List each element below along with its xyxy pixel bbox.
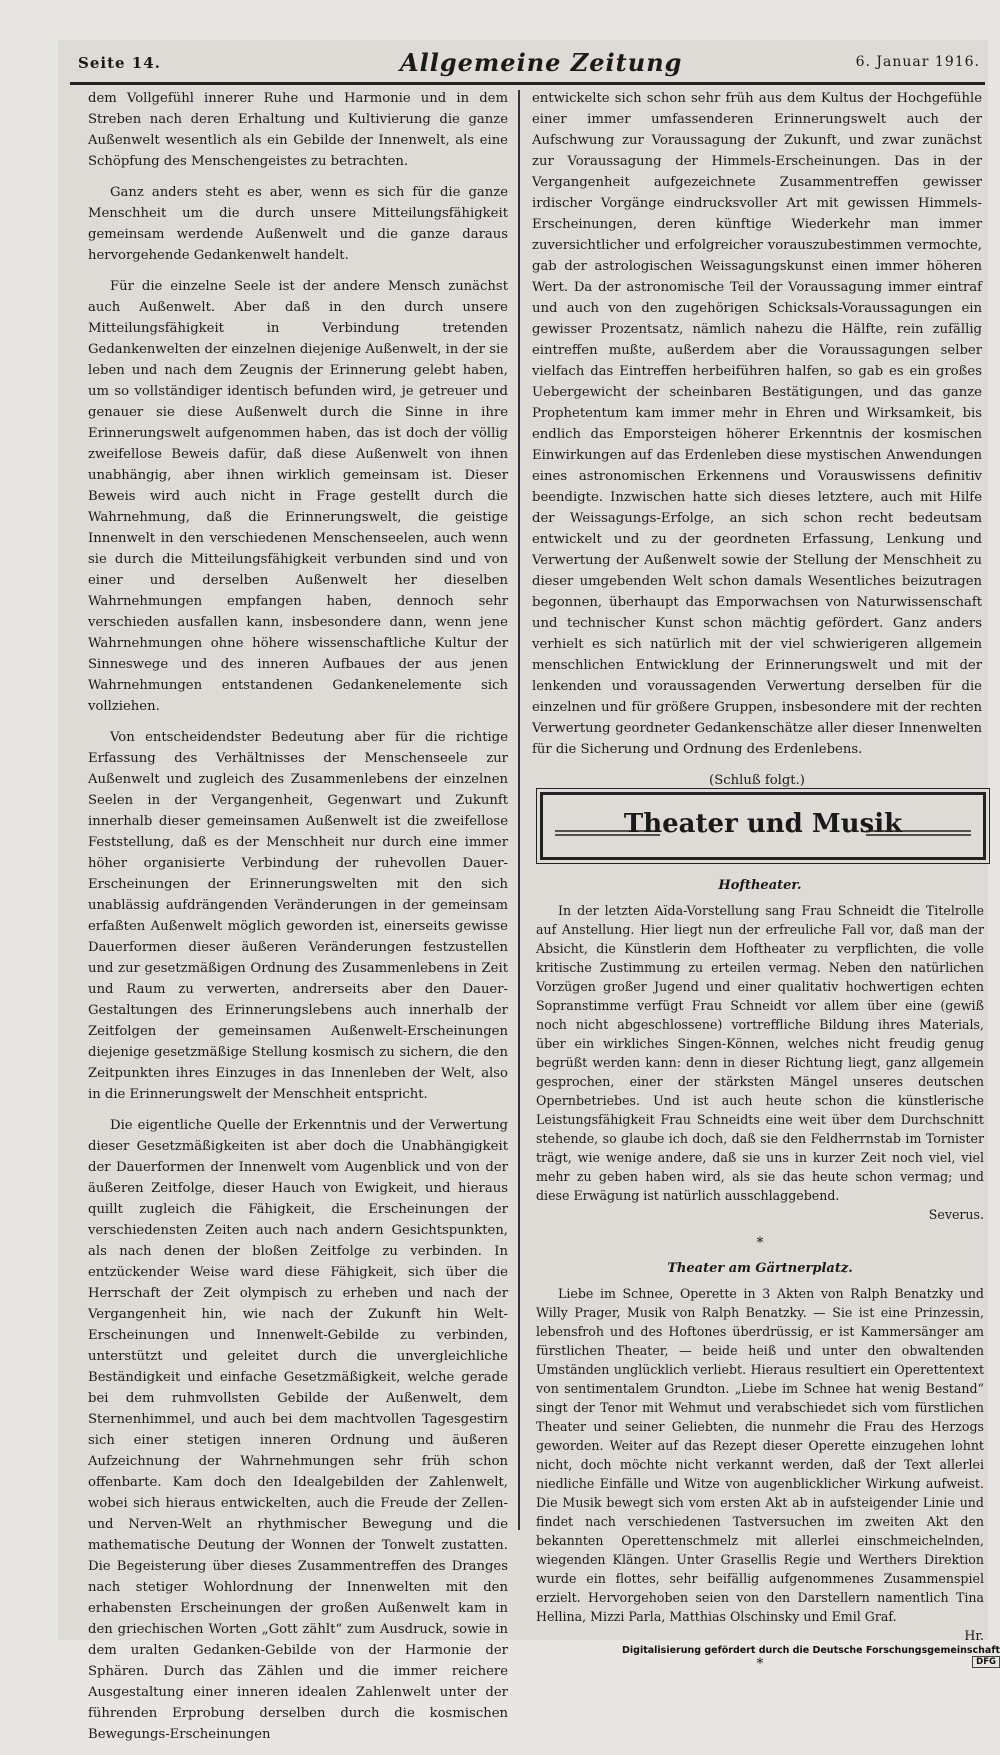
music-section [536, 874, 984, 1680]
gaertnerplatz-review: Liebe im Schnee, Operette in 3 Akten von Ralph Benatzky und Willy Prager, Musik von Ralph Benatzky. — Sie ist eine Prinzessin, lebensfroh und des Hoftones überdrüssig, er ist Kammersänger am fürstlichen Theater, — beide heiß und unter den obwaltenden Umständen unglücklich verliebt. Hieraus resultiert ein Operettentext von sentimentalem Grundton. „Liebe im Schnee hat wenig Bestand“ singt der Tenor mit Wehmut und verabschiedet sich vom fürstlichen Theater und seiner Geliebten, die nunmehr die Frau des Herzogs geworden. Weiter auf das Rezept dieser Operette einzugehen lohnt nicht, doch möchte nicht verkannt werden, daß der Text allerlei niedliche Einfälle und Witze von augenblicklicher Wirkung aufweist. Die Musik bewegt sich vom ersten Akt ab in aufsteigender Linie und findet nach verschiedenen Tastversuchen im zweiten Akt den bekannten Operettenschmelz mit allerlei einschmeichelnden, wiegenden Klängen. Unter Grasellis Regie und Werthers Direktion wurde ein flottes, sehr beifällig aufgenommenes Zusammenspiel erzielt. Hervorgehoben seien von den Darstellern namentlich Tina Hellina, Mizzi Parla, Matthias Olschinsky und Emil Graf. [536, 1286, 984, 1624]
paragraph: Die eigentliche Quelle der Erkenntnis und der Verwertung dieser Gesetzmäßigkeiten ist aber doch die Unabhängigkeit der Dauerformen der Innenwelt vom Augenblick und von der äußeren Zeitfolge, dieser Hauch von Ewigkeit, und hieraus quillt zugleich die Fähigkeit, die Erscheinungen der verschiedensten Zeiten auch nach andern Gesichtspunkten, als nach denen der bloßen Zeitfolge zu verbinden. In entzückender Weise ward diese Fähigkeit, sich über die Herrschaft der Zeit olympisch zu erheben und nach der Vergangenheit hin, wie nach der Zukunft hin Welt-Erscheinungen und Innenwelt-Gebilde zu verbinden, unterstützt und geleitet durch die unvergleichliche Beständigkeit und einfache Gesetzmäßigkeit, welche gerade bei dem ruhmvollsten Gebilde der Außenwelt, dem Sternenhimmel, und auch bei dem machtvollen Tagesgestirn sich einer stetigen inneren Ordnung und äußeren Aufzeichnung der Wahrnehmungen sehr früh schon offenbarte. Kam doch den Idealgebilden der Zahlenwelt, wobei sich hieraus entwickelten, auch die Freude der Zellen- und Nerven-Welt an rhythmischer Bewegung und die mathematische Deutung der Wonnen der Tonwelt zustatten. Die Begeisterung über dieses Zusammentreffen des Dranges nach stetiger Wohlordnung der Innenwelten mit den erhabensten Erscheinungen der großen Außenwelt kam in den griechischen Worten „Gott zählt“ zum Ausdruck, sowie in dem uralten Gedanken-Gebilde von der Harmonie der Sphären. Durch das Zählen und die immer reichere Ausgestaltung einer inneren idealen Zahlenwelt unter der führenden Erprobung derselben durch die kosmischen Bewegungs-Erscheinungen [88, 1118, 508, 1742]
page-number: Seite 14. [78, 54, 161, 72]
separator-star: * [756, 1656, 764, 1672]
digitization-footer [600, 1645, 1000, 1667]
continued-note: (Schluß folgt.) [709, 773, 805, 788]
paragraph: Für die einzelne Seele ist der andere Mensch zunächst auch Außenwelt. Aber daß in den durch unsere Mitteilungsfähigkeit in Verbindung tretenden Gedankenwelten der einzelnen diejenige Außenwelt, in der sie leben und nach dem Zeugnis der Erinnerung gelebt haben, um so vollständiger identisch befunden wird, je getreuer und genauer sie diese Außenwelt durch die Sinne in ihre Erinnerungswelt aufgenommen haben, das ist doch der völlig zweifellose Beweis dafür, daß diese Außenwelt von ihnen unabhängig, aber ihnen wirklich gemeinsam ist. Dieser Beweis wird auch nicht in Frage gestellt durch die Wahrnehmung, daß die Erinnerungswelt, die geistige Innenwelt in den verschiedenen Menschenseelen, auch wenn sie durch die Mitteilungsfähigkeit verbunden sind und von einer und derselben Außenwelt her dieselben Wahrnehmungen empfangen haben, dennoch sehr verschieden ausfallen kann, insbesondere dann, wenn jene Wahrnehmungen ohne höhere wissenschaftliche Kultur der Sinneswege und des inneren Aufbaues der aus jenen Wahrnehmungen entstandenen Gedankenelemente sich vollziehen. [88, 279, 508, 714]
paragraph: Von entscheidendster Bedeutung aber für die richtige Erfassung des Verhältnisses der Menschenseele zur Außenwelt und zugleich des Zusammenlebens der einzelnen Seelen in der Vergangenheit, Gegenwart und Zukunft innerhalb dieser gemeinsamen Außenwelt ist die zweifellose Feststellung, daß es der Menschheit nur durch eine immer höher organisierte Verbindung der ruhevollen Dauer-Erscheinungen der Erinnerungswelten mit den sich unablässig aufdrängenden Veränderungen in der gemeinsam erfaßten Außenwelt möglich geworden ist, einerseits gewisse Dauerformen dieser äußeren Veränderungen festzustellen und zur gesetzmäßigen Ordnung des Zusammenlebens in Zeit und Raum zu verwerten, andrerseits aber den Dauer-Gestaltungen des Erinnerungslebens auch innerhalb der Zeitfolgen der gemeinsamen Außenwelt-Erscheinungen diejenige gesetzmäßige Stellung kosmisch zu sichern, die den Zeitpunkten ihres Einzuges in das Innenleben der Welt, also in die Erinnerungswelt der Menschheit entspricht. [88, 730, 508, 1102]
review-signature: Severus. [928, 1207, 984, 1222]
section-header-box [540, 792, 986, 860]
footer-text: Digitalisierung gefördert durch die Deutsche Forschungsgemeinschaft [622, 1645, 1000, 1656]
paragraph: entwickelte sich schon sehr früh aus dem Kultus der Hochgefühle einer immer umfassenderen Erinnerungswelt auch der Aufschwung zur Voraussagung der Zukunft, und zwar zunächst zur Voraussagung der Himmels-Erscheinungen. Das in der Vergangenheit aufgezeichnete Zusammentreffen gewisser irdischer Vorgänge eindrucksvoller Art mit gewissen Himmels-Erscheinungen, deren künftige Wiederkehr man immer zuversichtlicher und erfolgreicher vorauszubestimmen vermochte, gab der astrologischen Weissagungskunst einen immer höheren Wert. Da der astronomische Teil der Voraussagung immer eintraf und auch von den zugehörigen Schicksals-Voraussagungen ein gewisser Prozentsatz, nämlich nahezu die Hälfte, rein zufällig eintreffen mußte, außerdem aber die Voraussagungen selber vielfach das Eintreffen herbeiführen halfen, so gab es ein großes Uebergewicht der scheinbaren Bestätigungen, und das ganze Prophetentum kam immer mehr in Ehren und Wirksamkeit, bis endlich das Emporsteigen höherer Erkenntnis der kosmischen Einwirkungen auf das Erdenleben diese mystischen Anwendungen eines astronomischen Erkennens und Vorauswissens definitiv beendigte. Inzwischen hatte sich dieses letztere, auch mit Hilfe der Weissagungs-Erfolge, an sich schon recht bedeutsam entwickelt und zu der geordneten Erfassung, Lenkung und Verwertung der Außenwelt sowie der Stellung der Menschheit zu dieser umgebenden Welt schon damals Wesentliches beizutragen begonnen, überhaupt das Emporwachsen von Naturwissenschaft und technischer Kunst schon mächtig gefördert. Ganz anders verhielt es sich natürlich mit der viel schwierigeren allgemein menschlichen Entwicklung der Erinnerungswelt und mit der lenkenden und voraussagenden Verwertung derselben für die einzelnen und für größere Gruppen, insbesondere mit der rechten Verwertung geordneter Gedankenschätze aller dieser Innenwelten für die Sicherung und Ordnung des Erdenlebens. [532, 91, 982, 757]
page-header [70, 48, 990, 76]
hoftheater-review: In der letzten Aïda-Vorstellung sang Frau Schneidt die Titelrolle auf Anstellung. Hier liegt nun der erfreuliche Fall vor, daß man der Absicht, die Künstlerin dem Hoftheater zu verpflichten, die volle kritische Zustimmung zu erteilen vermag. Neben den natürlichen Vorzügen großer Jugend und einer qualitativ hochwertigen echten Sopranstimme verfügt Frau Schneidt vor allem über eine (gewiß noch nicht abgeschlossene) vortreffliche Bildung ihres Materials, über ein wirkliches Singen-Können, welches nicht freudig genug begrüßt werden kann: denn in dieser Richtung liegt, ganz allgemein gesprochen, einer der stärksten Mängel unseres deutschen Opernbetriebes. Und ist auch heute schon die künstlerische Leistungsfähigkeit Frau Schneidts eine weit über dem Durchschnitt stehende, so glaube ich doch, daß sie den Feldherrnstab im Tornister trägt, wie wenige andere, daß sie uns in kurzer Zeit noch viel, viel mehr zu geben haben wird, als sie das heute schon vermag; und diese Erwägung ist natürlich ausschlaggebend. [536, 903, 984, 1203]
right-column [532, 88, 982, 803]
separator-star: * [756, 1235, 764, 1251]
hoftheater-heading: Hoftheater. [718, 878, 802, 893]
paragraph: dem Vollgefühl innerer Ruhe und Harmonie und in dem Streben nach deren Erhaltung und Kultivierung die ganze Außenwelt wesentlich als ein Gebilde der Innenwelt, als eine Schöpfung des Menschengeistes zu betrachten. [88, 91, 508, 169]
review-signature: Hr. [964, 1628, 984, 1643]
newspaper-title: Allgemeine Zeitung [400, 48, 683, 77]
paragraph: Ganz anders steht es aber, wenn es sich für die ganze Menschheit um die durch unsere Mitteilungsfähigkeit gemeinsam werdende Außenwelt und die ganze daraus hervorgehende Gedankenwelt handelt. [88, 185, 508, 263]
gaertnerplatz-heading: Theater am Gärtnerplatz. [667, 1261, 853, 1276]
issue-date: 6. Januar 1916. [855, 54, 980, 70]
decorative-rule [866, 822, 971, 830]
left-column [88, 88, 508, 1755]
header-rule [70, 82, 985, 85]
signature-line [536, 1626, 984, 1645]
signature-line [536, 1205, 984, 1224]
section-title: Theater und Musik [623, 809, 903, 839]
column-separator [518, 90, 520, 1530]
dfg-logo: DFG [972, 1656, 1000, 1668]
